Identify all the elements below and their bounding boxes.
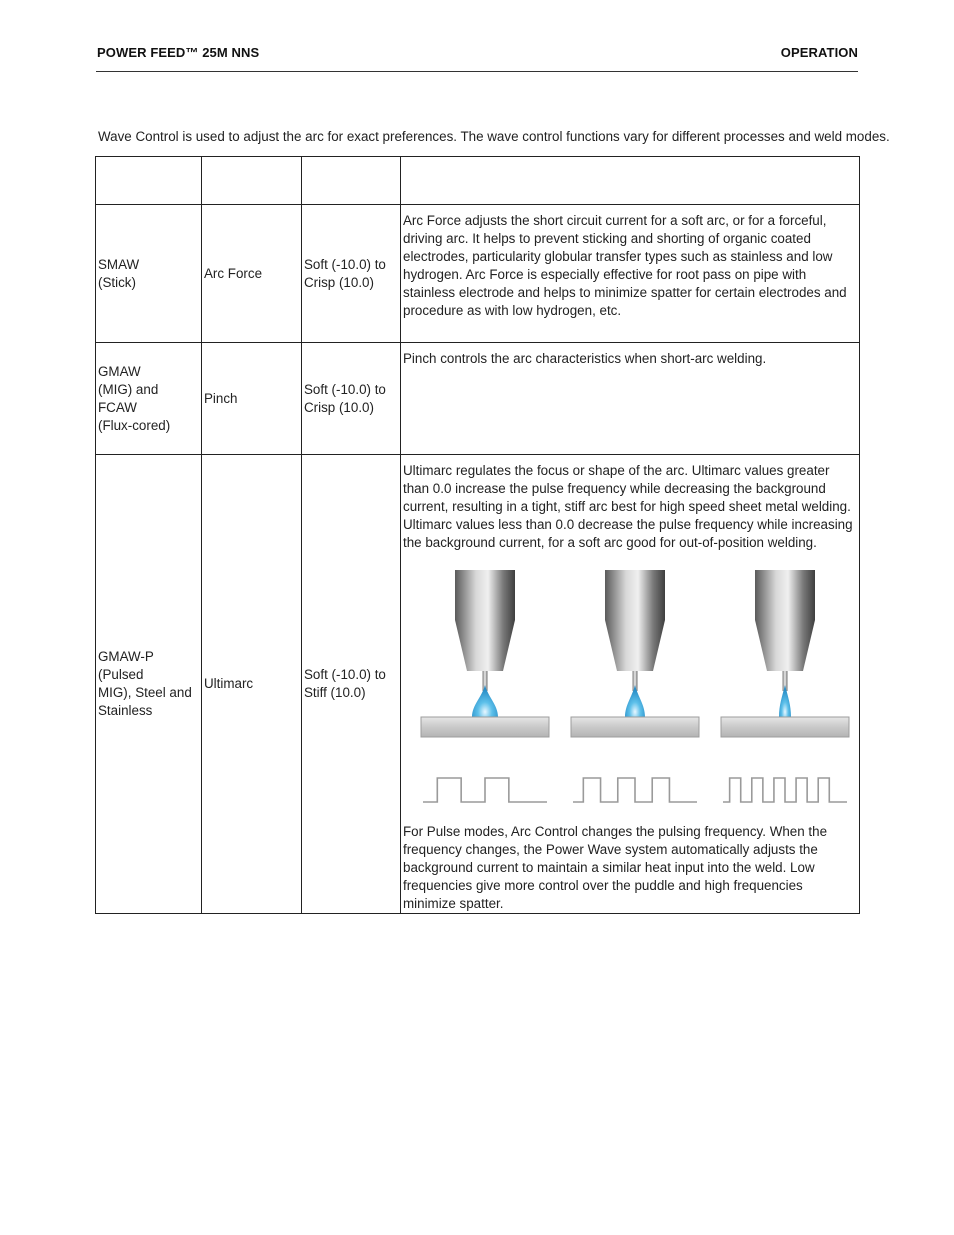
process-text: GMAW-P (Pulsed MIG), Steel and Stainless bbox=[98, 649, 192, 718]
control-text: Ultimarc bbox=[204, 676, 254, 691]
table-header-row bbox=[96, 157, 860, 205]
process-cell bbox=[96, 343, 202, 455]
pulse-waveform bbox=[423, 778, 547, 802]
intro-paragraph: Wave Control is used to adjust the arc for exact preferences. The wave control functions vary for different processes and weld modes. bbox=[98, 129, 890, 144]
control-text: Arc Force bbox=[204, 265, 263, 281]
process-cell bbox=[96, 205, 202, 343]
header-rule bbox=[96, 71, 858, 72]
description-cell bbox=[401, 455, 860, 914]
table-row bbox=[96, 455, 860, 914]
header-cell-description bbox=[401, 157, 860, 205]
process-text: SMAW (Stick) bbox=[98, 256, 140, 290]
header-cell-control bbox=[202, 157, 302, 205]
range-text: Soft (-10.0) to Crisp (10.0) bbox=[304, 381, 386, 415]
nozzle-taper bbox=[605, 620, 665, 671]
pulse-waveform bbox=[573, 778, 697, 802]
process-cell bbox=[96, 455, 202, 914]
range-cell bbox=[302, 455, 401, 914]
pulse-waveform bbox=[723, 778, 847, 802]
control-text: Pinch bbox=[204, 390, 238, 406]
figure-panel bbox=[571, 570, 699, 802]
description-cell bbox=[401, 343, 860, 455]
figure-panel bbox=[421, 570, 549, 802]
arc-plume bbox=[779, 685, 791, 721]
base-plate bbox=[721, 717, 849, 737]
nozzle-body bbox=[605, 570, 665, 620]
document-title: POWER FEED™ 25M NNS bbox=[97, 45, 260, 60]
header-cell-range bbox=[302, 157, 401, 205]
base-plate bbox=[571, 717, 699, 737]
description-text: Pinch controls the arc characteristics when short-arc welding. bbox=[403, 351, 767, 366]
process-text: GMAW (MIG) and FCAW (Flux-cored) bbox=[98, 363, 171, 433]
table-row bbox=[96, 205, 860, 343]
description-text: Arc Force adjusts the short circuit current for a soft arc, or for a forceful, driving arc. It helps to prevent sticking and shorting of organic coated electrodes, particularity globular transfer types such as stainless and low hydrogen. Arc Force is especially effective for root pass on pipe with stainless electrode and helps to minimize spatter for certain electrodes and procedure as with low hydrogen, etc. bbox=[403, 213, 847, 318]
range-cell bbox=[302, 343, 401, 455]
control-cell bbox=[202, 205, 302, 343]
description-after-text: For Pulse modes, Arc Control changes the pulsing frequency. When the frequency changes, the Power Wave system automatically adjusts the background current to maintain a similar heat input into the weld. Low frequencies give more control over the puddle and high frequencies minimize spatter. bbox=[403, 824, 828, 911]
nozzle-body bbox=[455, 570, 515, 620]
arc-plume bbox=[472, 685, 498, 721]
base-plate bbox=[421, 717, 549, 737]
arc-plume bbox=[625, 685, 645, 721]
description-cell bbox=[401, 205, 860, 343]
table-row bbox=[96, 343, 860, 455]
nozzle-taper bbox=[455, 620, 515, 671]
section-title: OPERATION bbox=[780, 45, 858, 60]
header-cell-process bbox=[96, 157, 202, 205]
description-text: Ultimarc regulates the focus or shape of the arc. Ultimarc values greater than 0.0 increase the pulse frequency while decreasing the background current, resulting in a tight, stiff arc best for high speed sheet metal welding. Ultimarc values less than 0.0 decrease the pulse frequency while increasing the background current, for a soft arc good for out-of-position welding. bbox=[403, 463, 853, 550]
nozzle-taper bbox=[755, 620, 815, 671]
range-text: Soft (-10.0) to Stiff (10.0) bbox=[304, 667, 386, 700]
nozzle-body bbox=[755, 570, 815, 620]
control-cell bbox=[202, 455, 302, 914]
figure-panel bbox=[721, 570, 849, 802]
wave-control-table bbox=[95, 156, 860, 914]
control-cell bbox=[202, 343, 302, 455]
range-cell bbox=[302, 205, 401, 343]
range-text: Soft (-10.0) to Crisp (10.0) bbox=[304, 256, 386, 290]
pulse-frequency-figure bbox=[403, 567, 858, 813]
